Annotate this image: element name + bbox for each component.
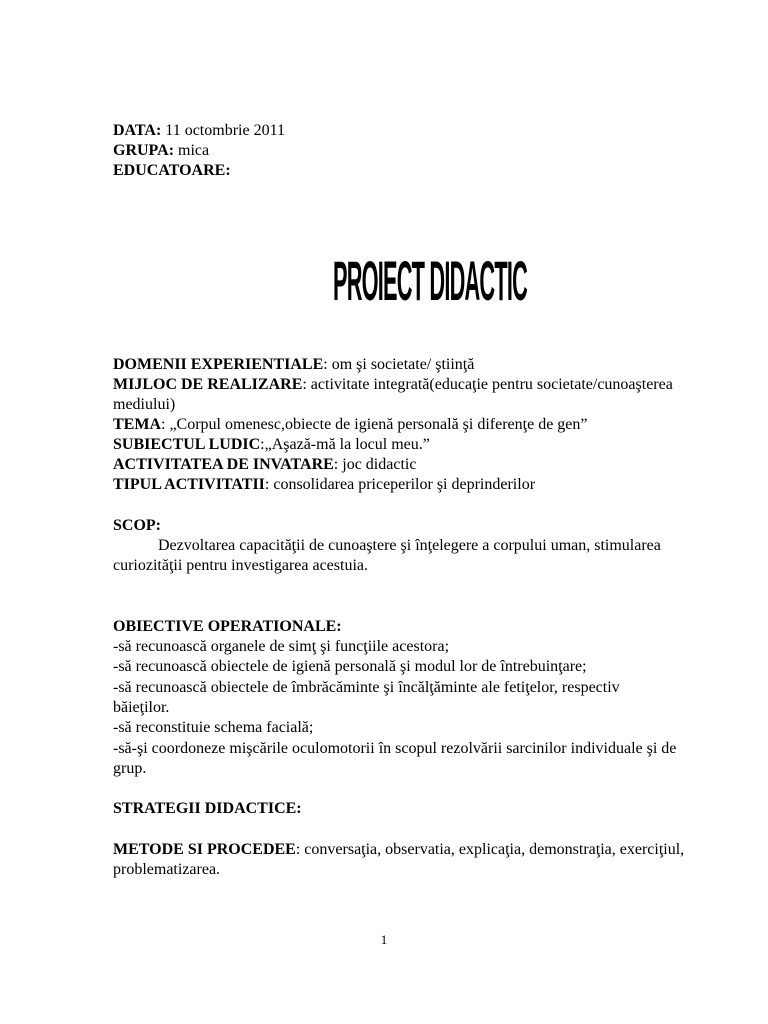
goal-text-2: curiozităţii pentru investigarea acestuia.	[113, 557, 368, 574]
educator-label: EDUCATOARE:	[113, 162, 231, 179]
goal-line-2	[113, 556, 753, 576]
ludic-subject-line	[113, 435, 753, 455]
activity-type-label: TIPUL ACTIVITATII	[113, 476, 265, 493]
group-label: GRUPA:	[113, 142, 175, 159]
activity-type-value: : consolidarea priceperilor şi deprinderilor	[264, 476, 536, 493]
domains-value: : om şi societate/ ştiinţă	[323, 356, 475, 373]
objectives-heading-text: OBIECTIVE OPERATIONALE:	[113, 618, 342, 635]
methods-value-continued: problematizarea.	[113, 861, 221, 878]
means-value: : activitate integrată(educaţie pentru societate/cunoaşterea	[302, 376, 673, 393]
group-value: mica	[174, 142, 210, 159]
strategies-heading	[113, 799, 753, 819]
objective-item	[113, 739, 753, 759]
objective-item	[113, 637, 753, 657]
educator-line	[113, 161, 753, 181]
objective-item-continued	[113, 759, 753, 779]
methods-label: METODE SI PROCEDEE	[113, 841, 296, 858]
domains-line	[113, 355, 753, 375]
date-label: DATA:	[113, 122, 162, 139]
objective-item	[113, 718, 753, 738]
document-title	[328, 246, 532, 312]
objective-text: -să recunoască obiectele de igienă personală şi modul lor de întrebuinţare;	[113, 658, 587, 675]
goal-text-1: Dezvoltarea capacităţii de cunoaştere şi înţelegere a corpului uman, stimularea	[158, 537, 661, 554]
means-value-continued: mediului)	[113, 396, 176, 413]
strategies-heading-text: STRATEGII DIDACTICE:	[113, 800, 302, 817]
activity-type-line	[113, 475, 753, 495]
means-line-continued	[113, 395, 753, 415]
objective-item-continued	[113, 698, 753, 718]
methods-line-continued	[113, 860, 753, 880]
goal-heading	[113, 516, 753, 536]
objective-text: -să reconstituie schema facială;	[113, 719, 314, 736]
objective-text: -să recunoască organele de simţ şi funcţiile acestora;	[113, 638, 450, 655]
objectives-heading	[113, 617, 753, 637]
date-value: 11 octombrie 2011	[161, 122, 285, 139]
document-title-text: PROIECT DIDACTIC	[333, 249, 528, 312]
objective-item	[113, 678, 753, 698]
methods-value: : conversaţia, observatia, explicaţia, demonstraţia, exerciţiul,	[295, 841, 685, 858]
objective-text: -să recunoască obiectele de îmbrăcăminte şi încălţăminte ale fetiţelor, respectiv	[113, 679, 620, 696]
objective-text: grup.	[113, 760, 147, 777]
means-label: MIJLOC DE REALIZARE	[113, 376, 303, 393]
page-number: 1	[380, 932, 388, 947]
learning-activity-label: ACTIVITATEA DE INVATARE	[113, 456, 334, 473]
learning-activity-value: : joc didactic	[333, 456, 417, 473]
objective-text: -să-şi coordoneze mişcările oculomotorii în scopul rezolvării sarcinilor individuale şi de	[113, 740, 677, 757]
objective-text: băieţilor.	[113, 699, 170, 716]
ludic-subject-value: :„Aşază-mă la locul meu.”	[260, 436, 430, 453]
group-line	[113, 141, 753, 161]
objective-item	[113, 657, 753, 677]
date-line	[113, 121, 753, 141]
goal-line-1	[113, 536, 753, 556]
methods-line	[113, 840, 753, 860]
learning-activity-line	[113, 455, 753, 475]
domains-label: DOMENII EXPERIENTIALE	[113, 356, 324, 373]
goal-heading-text: SCOP:	[113, 517, 161, 534]
theme-label: TEMA	[113, 416, 161, 433]
theme-line	[113, 415, 753, 435]
means-line	[113, 375, 753, 395]
theme-value: : „Corpul omenesc,obiecte de igienă personală şi diferenţe de gen”	[161, 416, 588, 433]
ludic-subject-label: SUBIECTUL LUDIC	[113, 436, 261, 453]
